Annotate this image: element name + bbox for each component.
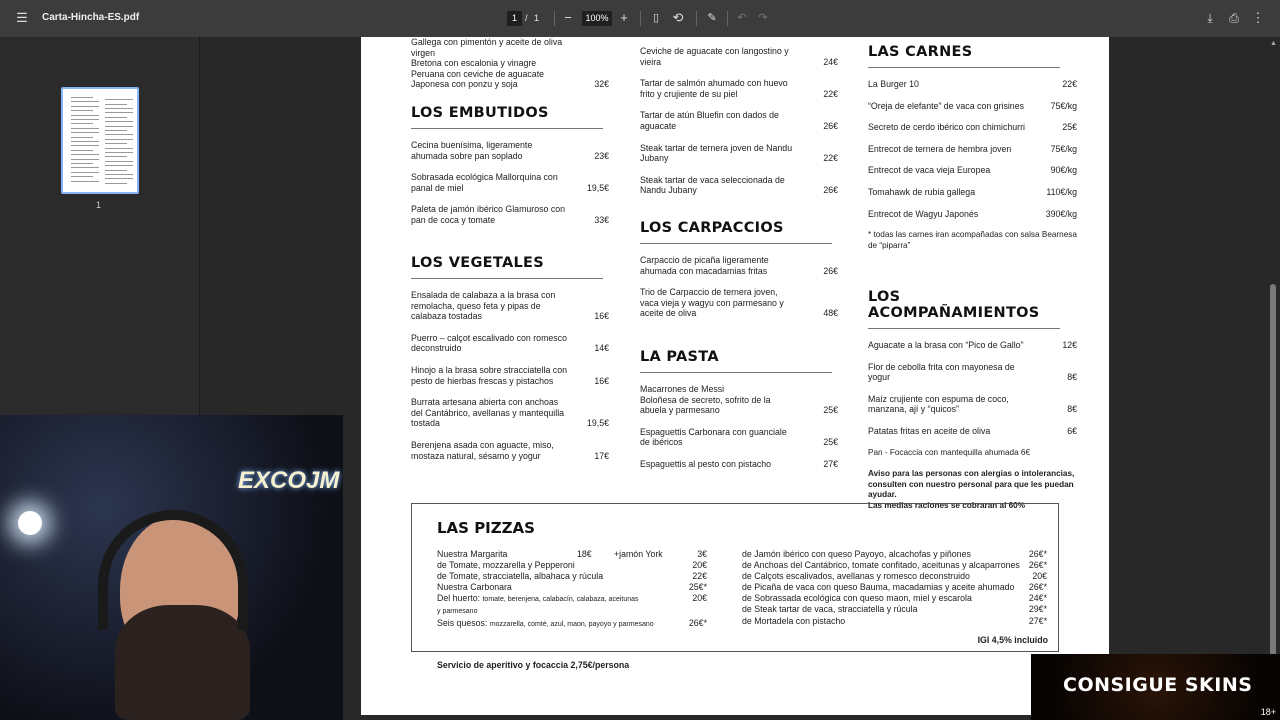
item-name: La Burger 10 [868,79,919,89]
thumbnail-line [71,159,99,160]
menu-item [411,290,609,322]
pizza-price: 22€ [692,571,707,582]
thumbnail-line [105,183,127,184]
menu-section [640,349,838,481]
pizza-ingredients: mozzarella, comté, azul, maon, payoyo y parmesano [489,620,654,628]
menu-item [411,37,609,90]
pizza-row [742,571,1047,582]
menu-item [640,110,838,131]
item-name: Ensalada de calabaza a la brasa con remolacha, queso feta y pipas de calabaza tostadas [411,290,556,322]
page-total: 1 [534,13,540,23]
age-rating: 18+ [1260,707,1276,717]
menu-item [868,426,1077,437]
thumbnail-line [105,126,133,127]
section-heading: LOS VEGETALES [411,255,603,279]
pizza-row [742,616,1047,627]
thumbnail-line [71,167,99,168]
fit-page-icon[interactable]: ▯ [652,12,660,24]
thumbnail-line [105,117,127,118]
divider [696,11,697,26]
service-note: Servicio de aperitivo y focaccia 2,75€/persona [437,660,630,670]
item-price: 16€ [594,311,609,322]
pizza-name: de Calçots escalivados, avellanas y romesco deconstruido [742,571,970,582]
item-name: Cecina buenísima, ligeramente ahumada sobre pan soplado [411,140,533,161]
menu-item [411,204,609,225]
item-price: 22€ [823,88,838,99]
thumbnail-line [105,121,133,122]
menu-section [640,220,838,330]
menu-note: Pan - Focaccia con mantequilla ahumada 6€ [868,447,1031,457]
section-heading: LA PASTA [640,349,832,373]
item-price: 75€/kg [1050,100,1077,111]
thumbnail-line [71,128,99,129]
webcam-overlay [0,415,343,720]
pizza-row [742,549,1047,560]
pizza-row [742,604,1047,615]
pizza-list-left [437,549,707,630]
item-price: 33€ [594,214,609,225]
section-heading: LOS EMBUTIDOS [411,105,603,129]
thumbnail-line [71,119,99,120]
pizza-name: de Tomate, mozzarella y Pepperoni [437,560,575,571]
page-separator: / [525,13,528,23]
pizza-name: Seis quesos: [437,617,488,628]
menu-item [868,79,1077,90]
item-price: 110€/kg [1046,186,1077,197]
scrollbar-thumb[interactable] [1270,284,1276,656]
pizza-price: 20€ [692,560,707,571]
item-price: 8€ [1067,404,1077,415]
menu-section [411,37,609,101]
item-price: 14€ [594,343,609,354]
menu-item [868,122,1077,133]
pizza-price: 3€ [697,549,707,559]
pizza-row [742,560,1047,571]
thumbnail-line [71,106,99,107]
menu-item [411,440,609,461]
thumbnail-line [71,172,99,173]
menu-section [411,255,609,472]
section-heading: LOS ACOMPAÑAMIENTOS [868,289,1060,329]
menu-section [868,289,1077,523]
menu-item [868,144,1077,155]
divider [640,11,641,26]
item-name: Gallega con pimentón y aceite de oliva virgen Bretona con escalonia y vinagre Peruana con ceviche de aguacate Japonesa con ponzu y soja [411,37,563,90]
pizza-row [437,571,707,582]
item-price: 48€ [823,308,838,319]
redo-icon[interactable]: ↷ [758,12,768,24]
menu-note: * todas las carnes iran acompañadas con salsa Bearnesa de “piparra” [868,230,1077,250]
item-name: Macarrones de Messi Boloñesa de secreto, sofrito de la abuela y parmesano [640,384,771,416]
item-price: 16€ [594,375,609,386]
thumbnail-line [71,181,99,182]
item-name: Entrecot de ternera de hembra joven [868,143,1012,154]
document-title: Carta-Hincha-ES.pdf [42,12,140,23]
thumbnail-line [71,150,93,151]
thumbnail-line [71,123,93,124]
thumbnail-line [105,165,133,166]
section-heading: LAS PIZZAS [437,519,535,537]
item-price: 32€ [594,79,609,90]
menu-item [640,427,838,448]
pizza-row [437,618,707,630]
item-price: 26€ [823,265,838,276]
section-heading: LAS CARNES [868,44,1060,68]
thumbnail-line [71,97,93,98]
tax-note: IGI 4,5% incluido [977,635,1048,645]
menu-section [411,105,609,237]
menu-item [640,143,838,164]
menu-item [640,459,838,470]
item-price: 90€/kg [1050,165,1077,176]
item-name: Trio de Carpaccio de ternera joven, vaca vieja y wagyu con parmesano y aceite de oliva [640,287,784,319]
thumbnail-line [71,141,99,142]
pizza-price: 25€* [688,582,707,593]
item-name: Espaguettis al pesto con pistacho [640,458,772,469]
pizza-price: 26€* [1028,549,1047,559]
thumbnail-page-number: 1 [96,200,102,210]
item-name: Berenjena asada con aguacte, miso, mostaza natural, sésamo y yogur [411,439,554,461]
pizza-price: 20€ [1032,571,1047,582]
pizzas-box [411,503,1059,652]
item-price: 8€ [1067,372,1077,383]
menu-item [640,46,838,67]
thumbnail-line [71,137,93,138]
thumbnail-line [105,112,133,113]
item-price: 19,5€ [586,418,609,429]
thumbnail-line [105,170,127,171]
menu-item [868,394,1077,415]
thumbnail-line [105,143,127,144]
item-name: Aguacate a la brasa con “Pico de Gallo” [868,340,1024,350]
pizza-name: de Tomate, stracciatella, albahaca y rúcula [437,571,604,582]
menu-item [411,172,609,193]
thumbnail-line [71,154,99,155]
pdf-toolbar [0,0,1280,37]
menu-section [640,46,838,207]
item-price: 27€ [823,458,838,469]
thumbnail-line [105,130,127,131]
page-number-input[interactable]: 1 [507,11,522,26]
pizza-name: de Steak tartar de vaca, stracciatella y rúcula [742,604,918,615]
thumbnail-line [71,145,99,146]
pizza-row [437,549,707,560]
thumbnail-line [105,148,133,149]
pizza-name: de Jamón ibérico con queso Payoyo, alcachofas y piñones [742,549,971,559]
item-name: Sobrasada ecológica Mallorquina con panal de miel [411,172,558,193]
rotate-icon[interactable]: ⟲ [672,10,684,25]
divider [727,11,728,26]
menu-item [868,362,1077,383]
pizza-price: 26€* [1028,560,1047,571]
neon-logo: EXCOJM [238,467,340,494]
item-price: 23€ [594,150,609,161]
scroll-up-icon[interactable]: ▲ [1270,40,1277,47]
pizza-row [437,593,707,605]
pdf-page [361,37,1109,715]
thumbnail-line [71,115,99,116]
page-thumbnail[interactable] [61,87,139,194]
pizza-ingredients: tomate, berenjena, calabacín, calabaza, aceitunas [482,596,639,604]
menu-item [640,287,838,319]
ad-text: CONSIGUE SKINS [1063,674,1253,696]
pizza-name: Del huerto: [437,593,481,604]
pizza-name: de Sobrassada ecológica con queso maon, miel y escarola [742,593,972,604]
zoom-in-icon[interactable]: + [620,10,628,25]
item-name: Patatas fritas en aceite de oliva [868,425,991,436]
item-name: Puerro – calçot escalivado con romesco deconstruido [411,332,567,354]
item-name: Maíz crujiente con espuma de coco, manzana, ají y “quicos” [868,393,1009,415]
pizza-extra: +jamón York [614,549,663,559]
item-name: Entrecot de Wagyu Japonés [868,208,979,219]
item-name: Steak tartar de vaca seleccionada de Nandu Jubany [640,174,785,196]
pizza-name: Nuestra Carbonara [437,582,512,593]
pizza-row [742,593,1047,604]
item-price: 12€ [1062,340,1077,350]
pizza-price: 24€* [1028,593,1047,604]
item-price: 17€ [594,450,609,461]
item-name: Secreto de cerdo ibérico con chimichurri [868,122,1025,133]
item-price: 19,5€ [586,182,609,193]
item-name: Flor de cebolla frita con mayonesa de yogur [868,361,1015,383]
pizza-name: Nuestra Margarita [437,549,508,559]
item-name: Espaguettis Carbonara con guanciale de ibéricos [640,426,787,448]
thumbnail-line [105,174,133,175]
thumbnail-line [105,108,133,109]
pizza-name: de Mortadela con pistacho [742,615,846,626]
pizza-ingredients: y parmesano [437,608,478,616]
item-price: 25€ [1062,122,1077,133]
download-icon[interactable]: ⤓ [1207,11,1213,25]
thumbnail-line [71,101,99,102]
divider [554,11,555,26]
undo-icon[interactable]: ↶ [737,12,747,24]
menu-item [868,101,1077,112]
zoom-out-icon[interactable]: − [564,10,572,25]
item-price: 22€ [823,153,838,164]
thumbnail-line [105,152,133,153]
headphones [98,510,248,630]
menu-item [640,255,838,276]
item-name: Hinojo a la brasa sobre stracciatella con pesto de hierbas frescas y pistachos [411,364,567,386]
annotate-icon[interactable]: ✎ [707,12,717,24]
thumbnail-line [105,134,133,135]
pizza-row [742,582,1047,593]
pizza-row [437,582,707,593]
item-name: Tomahawk de rubia gallega [868,186,976,197]
item-name: “Oreja de elefante” de vaca con grisines [868,100,1024,111]
allergy-warning: Aviso para las personas con alergias o intolerancias, consulten con nuestro personal para que les puedan ayudar. Las medias raciones se cobraran al 60% [868,469,1075,510]
item-name: Steak tartar de ternera joven de Nandu Jubany [640,142,793,164]
pizza-list-right [742,549,1047,627]
item-price: 22€ [1062,79,1077,89]
menu-item [640,78,838,99]
pizza-row [437,605,707,617]
thumbnail-line [105,104,127,105]
thumbnail-line [105,178,133,179]
menu-item [640,175,838,196]
ring-light [18,511,42,535]
thumbnail-line [71,132,99,133]
item-price: 26€ [823,185,838,196]
thumbnail-line [71,163,93,164]
pizza-row [437,560,707,571]
thumbnail-line [105,139,133,140]
pizza-price: 26€* [688,617,707,628]
item-price: 6€ [1067,425,1077,436]
item-price: 25€ [823,437,838,448]
item-price: 75€/kg [1050,143,1077,154]
item-name: Ceviche de aguacate con langostino y vieira [640,46,789,67]
zoom-input[interactable]: 100% [582,11,612,26]
item-price: 24€ [823,56,838,67]
thumbnail-line [105,156,127,157]
pizza-price: 29€* [1028,604,1047,615]
more-icon[interactable]: ⋮ [1251,10,1265,25]
menu-item [868,165,1077,176]
menu-section [868,44,1077,262]
menu-item [868,209,1077,220]
pizza-name: de Picaña de vaca con queso Bauma, macadamias y aceite ahumado [742,582,1015,593]
menu-item [411,333,609,354]
print-icon[interactable]: ⎙ [1229,11,1239,25]
item-name: Entrecot de vaca vieja Europea [868,165,991,176]
item-name: Carpaccio de picaña ligeramente ahumada con macadamias fritas [640,255,769,276]
thumbnail-line [71,110,93,111]
item-name: Tartar de salmón ahumado con huevo frito y crujiente de su piel [640,78,788,99]
menu-item [868,340,1077,351]
ad-banner[interactable] [1031,654,1280,720]
menu-item [411,397,609,429]
menu-icon[interactable]: ☰ [16,10,28,25]
thumbnail-line [71,176,93,177]
item-price: 25€ [823,405,838,416]
menu-item [411,365,609,386]
menu-item [411,140,609,161]
thumbnail-line [105,99,133,100]
pizza-price: 27€* [1028,615,1047,626]
section-heading: LOS CARPACCIOS [640,220,832,244]
pizza-price: 18€ [577,549,592,559]
pizza-name: de Anchoas del Cantábrico, tomate confitado, aceitunas y alcaparrones [742,560,1020,571]
item-price: 26€ [823,120,838,131]
menu-item [640,384,838,416]
item-name: Burrata artesana abierta con anchoas del Cantábrico, avellanas y mantequilla tostada [411,397,565,429]
item-name: Paleta de jamón ibérico Glamuroso con pan de coca y tomate [411,204,566,225]
item-name: Tartar de atún Bluefin con dados de aguacate [640,110,779,131]
thumbnail-line [105,161,133,162]
pizza-price: 26€* [1028,582,1047,593]
item-price: 390€/kg [1045,208,1077,219]
menu-item [868,187,1077,198]
pizza-price: 20€ [692,593,707,604]
